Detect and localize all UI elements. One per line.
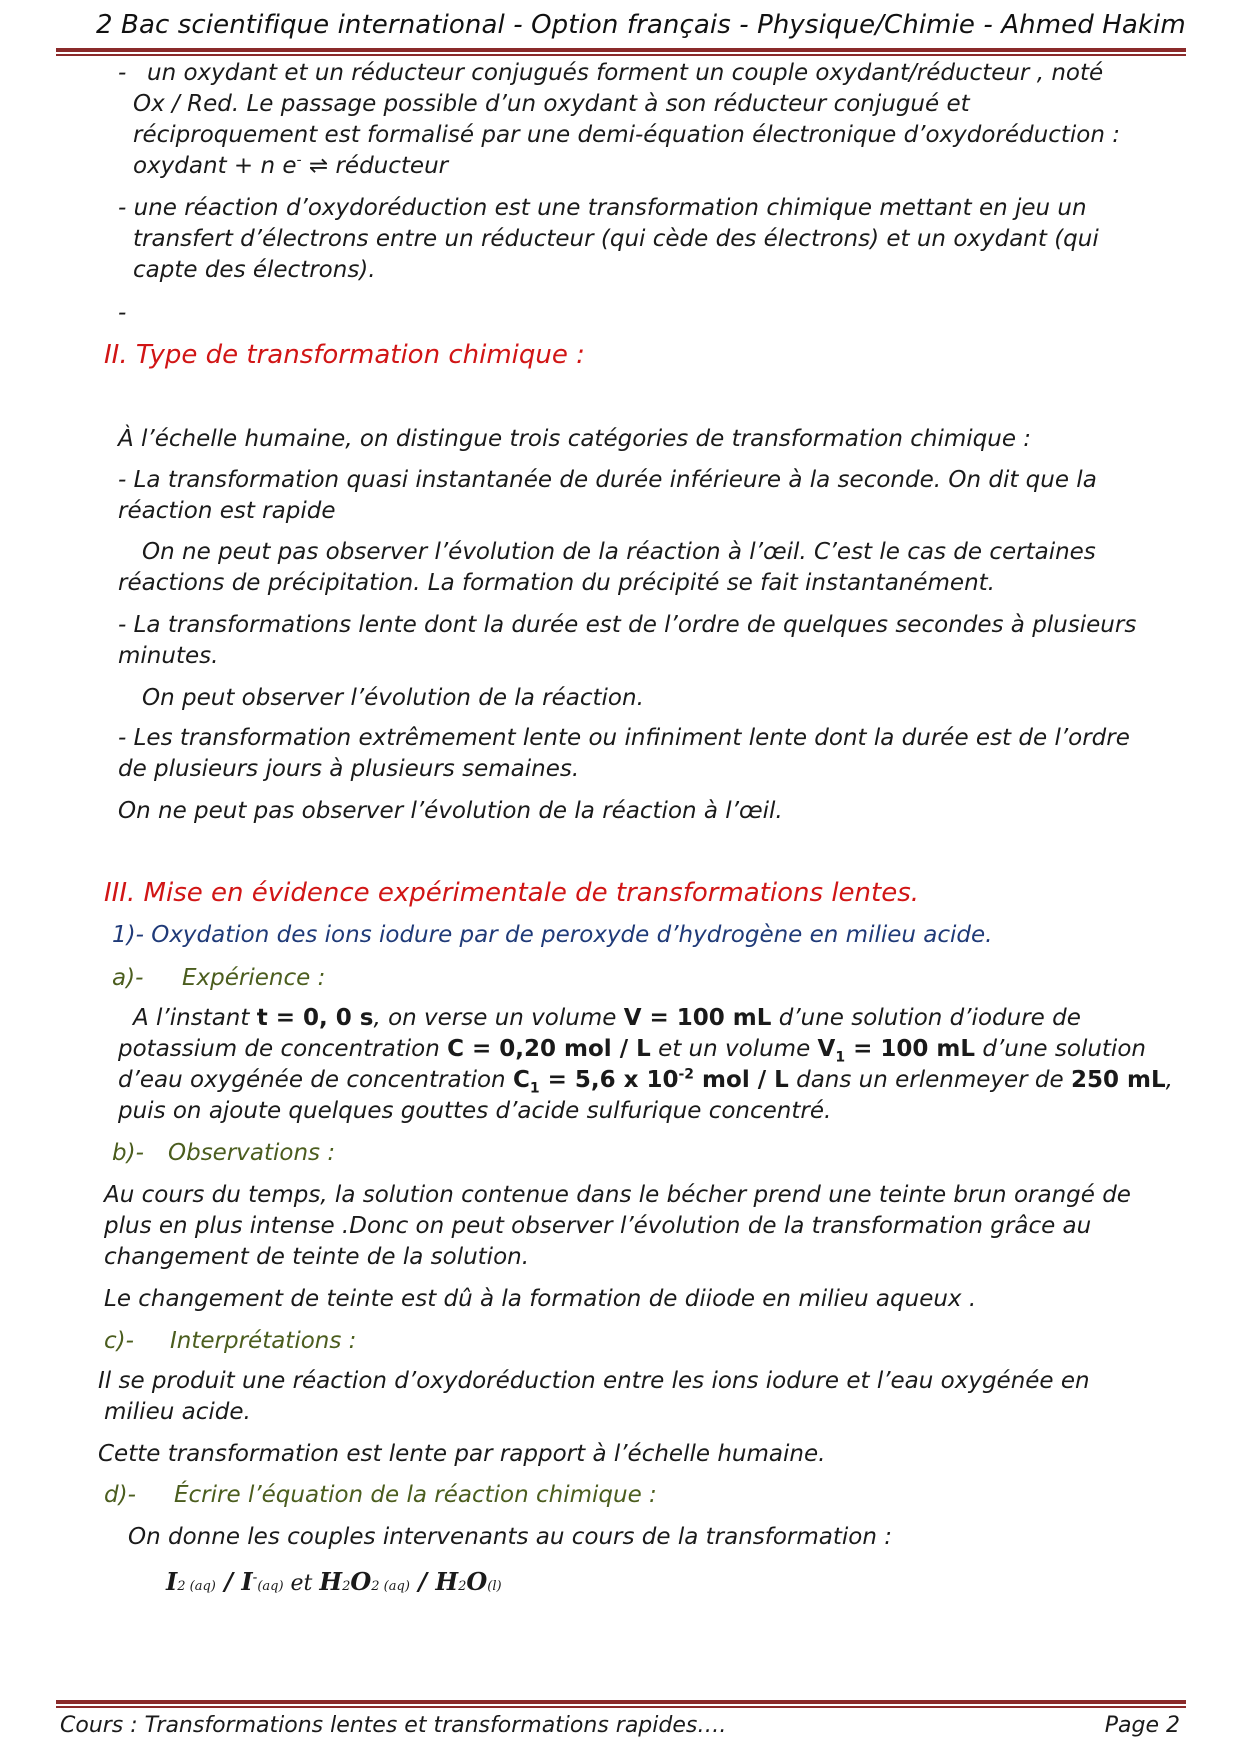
h2o2-hydrogen-index: 2 xyxy=(342,1579,351,1594)
experiment-text: , xyxy=(1165,1067,1173,1093)
intro-line-4 xyxy=(133,151,448,181)
concentration-c1-exponent: -2 xyxy=(678,1066,695,1083)
section-2-slow-line-2: minutes. xyxy=(118,643,219,669)
erlenmeyer-volume: 250 mL xyxy=(1071,1067,1166,1093)
couple-slash: / xyxy=(215,1567,242,1596)
section-2-fast-line-2: réaction est rapide xyxy=(118,498,336,524)
part-a-title: Expérience : xyxy=(182,965,326,991)
water-hydrogen-index: 2 xyxy=(458,1579,467,1594)
interpretation-line-2: milieu acide. xyxy=(104,1399,251,1425)
part-c-label: c)- xyxy=(104,1328,134,1354)
electron-charge: - xyxy=(296,152,302,169)
water-oxygen: O xyxy=(466,1567,488,1596)
iodide-symbol: I xyxy=(241,1567,253,1596)
page-header-title: 2 Bac scientifique international - Option français - Physique/Chimie - Ahmed Hakim xyxy=(96,10,1186,40)
concentration-c1-symbol: C xyxy=(512,1067,530,1093)
couple-slash: / xyxy=(409,1567,436,1596)
section-2-intro: À l’échelle humaine, on distingue trois catégories de transformation chimique : xyxy=(118,426,1032,452)
part-a-label: a)- xyxy=(112,965,144,991)
diiode-index: 2 (aq) xyxy=(177,1579,216,1594)
experiment-text: A l’instant xyxy=(133,1005,257,1031)
diiode-symbol: I xyxy=(166,1567,178,1596)
section-3-title: III. Mise en évidence expérimentale de transformations lentes. xyxy=(104,878,920,908)
intro-line-1: un oxydant et un réducteur conjugués forment un couple oxydant/réducteur , noté xyxy=(147,60,1104,86)
volume-v1-index: 1 xyxy=(835,1049,846,1066)
h2o2-oxygen-index: 2 (aq) xyxy=(371,1579,410,1594)
part-b-label: b)- xyxy=(112,1140,144,1166)
volume-v: V = 100 mL xyxy=(623,1005,772,1031)
experiment-text: d’une solution xyxy=(975,1036,1146,1062)
concentration-c: C = 0,20 mol / L xyxy=(447,1036,651,1062)
observation-line-1: Au cours du temps, la solution contenue dans le bécher prend une teinte brun orangé de xyxy=(104,1182,1131,1208)
part-c-title: Interprétations : xyxy=(170,1328,357,1354)
iodide-state: (aq) xyxy=(257,1579,284,1594)
concentration-c1-index: 1 xyxy=(529,1080,540,1097)
part-d-label: d)- xyxy=(104,1482,136,1508)
section-2-very-slow-note: On ne peut pas observer l’évolution de la réaction à l’œil. xyxy=(118,798,783,824)
experiment-text: et un volume xyxy=(650,1036,818,1062)
intro-bullet2-line-2: transfert d’électrons entre un réducteur (qui cède des électrons) et un oxydant (qui xyxy=(133,226,1099,252)
water-hydrogen: H xyxy=(435,1567,459,1596)
interpretation-line-1: Il se produit une réaction d’oxydoréduction entre les ions iodure et l’eau oxygénée en xyxy=(98,1368,1090,1394)
intro-bullet2-line-1: - une réaction d’oxydoréduction est une transformation chimique mettant en jeu un xyxy=(118,195,1087,221)
header-rule-thin xyxy=(56,54,1186,56)
experiment-text: potassium de concentration xyxy=(118,1036,448,1062)
part-b-title: Observations : xyxy=(168,1140,336,1166)
observation-line-3: changement de teinte de la solution. xyxy=(104,1244,530,1270)
experiment-text: d’une solution d’iodure de xyxy=(771,1005,1081,1031)
half-equation-left: oxydant + n e xyxy=(133,153,297,179)
section-2-very-slow-line-2: de plusieurs jours à plusieurs semaines. xyxy=(118,756,580,782)
experiment-line-3 xyxy=(118,1065,1173,1095)
section-2-title: II. Type de transformation chimique : xyxy=(104,340,585,370)
footer-rule-thin xyxy=(56,1706,1186,1708)
h2o2-oxygen: O xyxy=(350,1567,372,1596)
experiment-line-4: puis on ajoute quelques gouttes d’acide sulfurique concentré. xyxy=(118,1098,832,1124)
couples-intro: On donne les couples intervenants au cours de la transformation : xyxy=(128,1524,893,1550)
iodide-charge: - xyxy=(252,1569,258,1586)
observation-line-4: Le changement de teinte est dû à la formation de diiode en milieu aqueux . xyxy=(104,1286,977,1312)
experiment-line-1 xyxy=(133,1003,1081,1033)
section-3-subtitle: 1)- Oxydation des ions iodure par de peroxyde d’hydrogène en milieu acide. xyxy=(112,922,993,948)
intro-line-2: Ox / Red. Le passage possible d’un oxydant à son réducteur conjugué et xyxy=(133,91,970,117)
volume-v1-value: = 100 mL xyxy=(845,1036,976,1062)
experiment-line-2 xyxy=(118,1034,1146,1064)
intro-line-3: réciproquement est formalisé par une demi-équation électronique d’oxydoréduction : xyxy=(133,122,1120,148)
interpretation-line-3: Cette transformation est lente par rapport à l’échelle humaine. xyxy=(98,1441,826,1467)
time-value: t = 0, 0 s xyxy=(256,1005,374,1031)
part-d-title: Écrire l’équation de la réaction chimique : xyxy=(174,1482,657,1508)
observation-line-2: plus en plus intense .Donc on peut observer l’évolution de la transformation grâce au xyxy=(104,1213,1092,1239)
couples-conjunction: et xyxy=(283,1571,320,1596)
section-2-fast-note-2: réactions de précipitation. La formation du précipité se fait instantanément. xyxy=(118,570,995,596)
header-rule-thick xyxy=(56,48,1186,52)
intro-dash-1: - xyxy=(118,60,127,86)
experiment-text: d’eau oxygénée de concentration xyxy=(118,1067,513,1093)
concentration-c1-value: = 5,6 x 10 xyxy=(539,1067,679,1093)
volume-v1-symbol: V xyxy=(817,1036,836,1062)
half-equation-right: ⇌ réducteur xyxy=(308,153,449,179)
footer-rule-thick xyxy=(56,1700,1186,1704)
concentration-c1-unit: mol / L xyxy=(694,1067,789,1093)
section-2-very-slow-line-1: - Les transformation extrêmement lente ou infiniment lente dont la durée est de l’ordre xyxy=(118,725,1130,751)
redox-couples xyxy=(166,1567,502,1602)
experiment-text: , on verse un volume xyxy=(373,1005,624,1031)
section-2-fast-line-1: - La transformation quasi instantanée de durée inférieure à la seconde. On dit que la xyxy=(118,467,1097,493)
intro-bullet2-line-3: capte des électrons). xyxy=(133,257,376,283)
water-state: (l) xyxy=(487,1579,502,1594)
intro-empty-dash: - xyxy=(118,300,127,326)
section-2-slow-line-1: - La transformations lente dont la durée est de l’ordre de quelques secondes à plusieurs xyxy=(118,612,1137,638)
h2o2-hydrogen: H xyxy=(319,1567,343,1596)
section-2-slow-note: On peut observer l’évolution de la réaction. xyxy=(142,685,644,711)
footer-page-number: Page 2 xyxy=(1104,1713,1180,1738)
experiment-text: dans un erlenmeyer de xyxy=(788,1067,1071,1093)
section-2-fast-note-1: On ne peut pas observer l’évolution de la réaction à l’œil. C’est le cas de certaines xyxy=(142,539,1096,565)
footer-course-title: Cours : Transformations lentes et transformations rapides…. xyxy=(60,1713,727,1738)
